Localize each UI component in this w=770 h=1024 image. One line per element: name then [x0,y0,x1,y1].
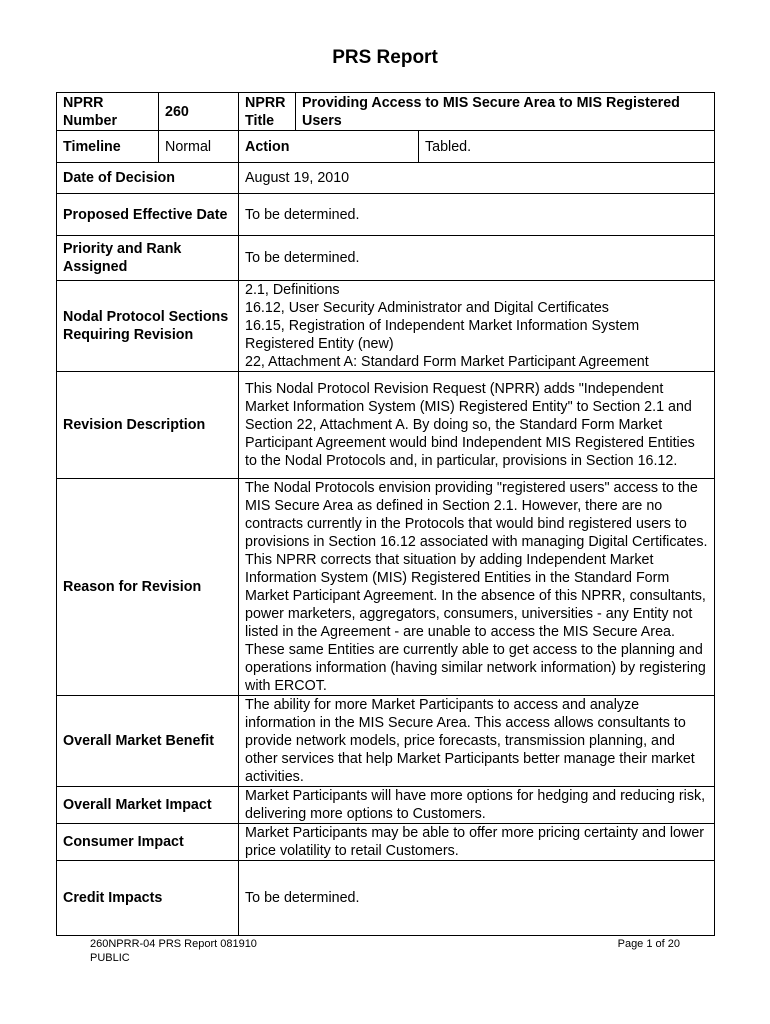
footer-left [90,937,257,965]
action-value: Tabled. [419,131,715,163]
footer-page-number: Page 1 of 20 [617,938,680,950]
row-proposed-effective-date [57,194,715,236]
nodal-sections-label: Nodal Protocol Sections Requiring Revision [57,281,239,372]
overall-market-impact-value: Market Participants will have more options for hedging and reducing risk, delivering more options to Customers. [239,787,715,824]
priority-rank-label: Priority and Rank Assigned [57,236,239,281]
footer-doc-id: 260NPRR-04 PRS Report 081910 [90,938,257,950]
nprr-title-value: Providing Access to MIS Secure Area to MIS Registered Users [296,93,715,131]
row-priority-rank [57,236,715,281]
row-date-of-decision [57,163,715,194]
consumer-impact-label: Consumer Impact [57,824,239,861]
overall-market-benefit-label: Overall Market Benefit [57,696,239,787]
row-overall-market-impact [57,787,715,824]
nodal-section-item: 16.15, Registration of Independent Market Information System Registered Entity (new) [245,318,640,352]
row-nodal-sections [57,281,715,372]
header-row-nprr [57,93,715,131]
credit-impacts-label: Credit Impacts [57,861,239,936]
action-label: Action [239,131,419,163]
date-of-decision-value: August 19, 2010 [239,163,715,194]
nodal-section-item: 22, Attachment A: Standard Form Market Participant Agreement [245,354,649,370]
proposed-effective-date-label: Proposed Effective Date [57,194,239,236]
revision-description-label: Revision Description [57,372,239,479]
timeline-label: Timeline [57,131,159,163]
nodal-sections-list [239,281,715,372]
row-revision-description [57,372,715,479]
credit-impacts-value: To be determined. [239,861,715,936]
consumer-impact-value: Market Participants may be able to offer more pricing certainty and lower price volatility to retail Customers. [239,824,715,861]
reason-for-revision-label: Reason for Revision [57,479,239,696]
row-consumer-impact [57,824,715,861]
revision-description-value: This Nodal Protocol Revision Request (NPRR) adds "Independent Market Information System (MIS) Registered Entity" to Section 2.1 and Section 22, Attachment A. By doing so, the Standard Form Market Participant Agreement would bind Independent MIS Registered Entities to the Nodal Protocols and, in particular, provisions in Section 16.12. [239,372,715,479]
nprr-number-label: NPRR Number [57,93,159,131]
prs-report-table [56,92,715,936]
overall-market-benefit-value: The ability for more Market Participants to access and analyze information in the MIS Secure Area. This access allows consultants to provide network models, price forecasts, transmission planning, and other services that help Market Participants better manage their market activities. [239,696,715,787]
date-of-decision-label: Date of Decision [57,163,239,194]
header-row-timeline [57,131,715,163]
nodal-section-item: 2.1, Definitions [245,282,340,298]
row-credit-impacts [57,861,715,936]
footer-classification: PUBLIC [90,952,130,964]
timeline-value: Normal [159,131,239,163]
nprr-number-value: 260 [159,93,239,131]
reason-for-revision-value: The Nodal Protocols envision providing "registered users" access to the MIS Secure Area as defined in Section 2.1. However, there are no contracts currently in the Protocols that would bind registered users to provisions in Section 16.12 associated with managing Digital Certificates. This NPRR corrects that situation by adding Independent Market Information System (MIS) Registered Entities in the Standard Form Market Participant Agreement. In the absence of this NPRR, consultants, power marketers, aggregators, consumers, universities - any Entity not listed in the Agreement - are unable to access the MIS Secure Area. These same Entities are currently able to get access to the planning and operations information (having similar network information) by registering with ERCOT. [239,479,715,696]
proposed-effective-date-value: To be determined. [239,194,715,236]
row-overall-market-benefit [57,696,715,787]
priority-rank-value: To be determined. [239,236,715,281]
overall-market-impact-label: Overall Market Impact [57,787,239,824]
row-reason-for-revision [57,479,715,696]
nprr-title-label: NPRR Title [239,93,296,131]
nodal-section-item: 16.12, User Security Administrator and Digital Certificates [245,300,609,316]
page-title: PRS Report [332,47,438,68]
